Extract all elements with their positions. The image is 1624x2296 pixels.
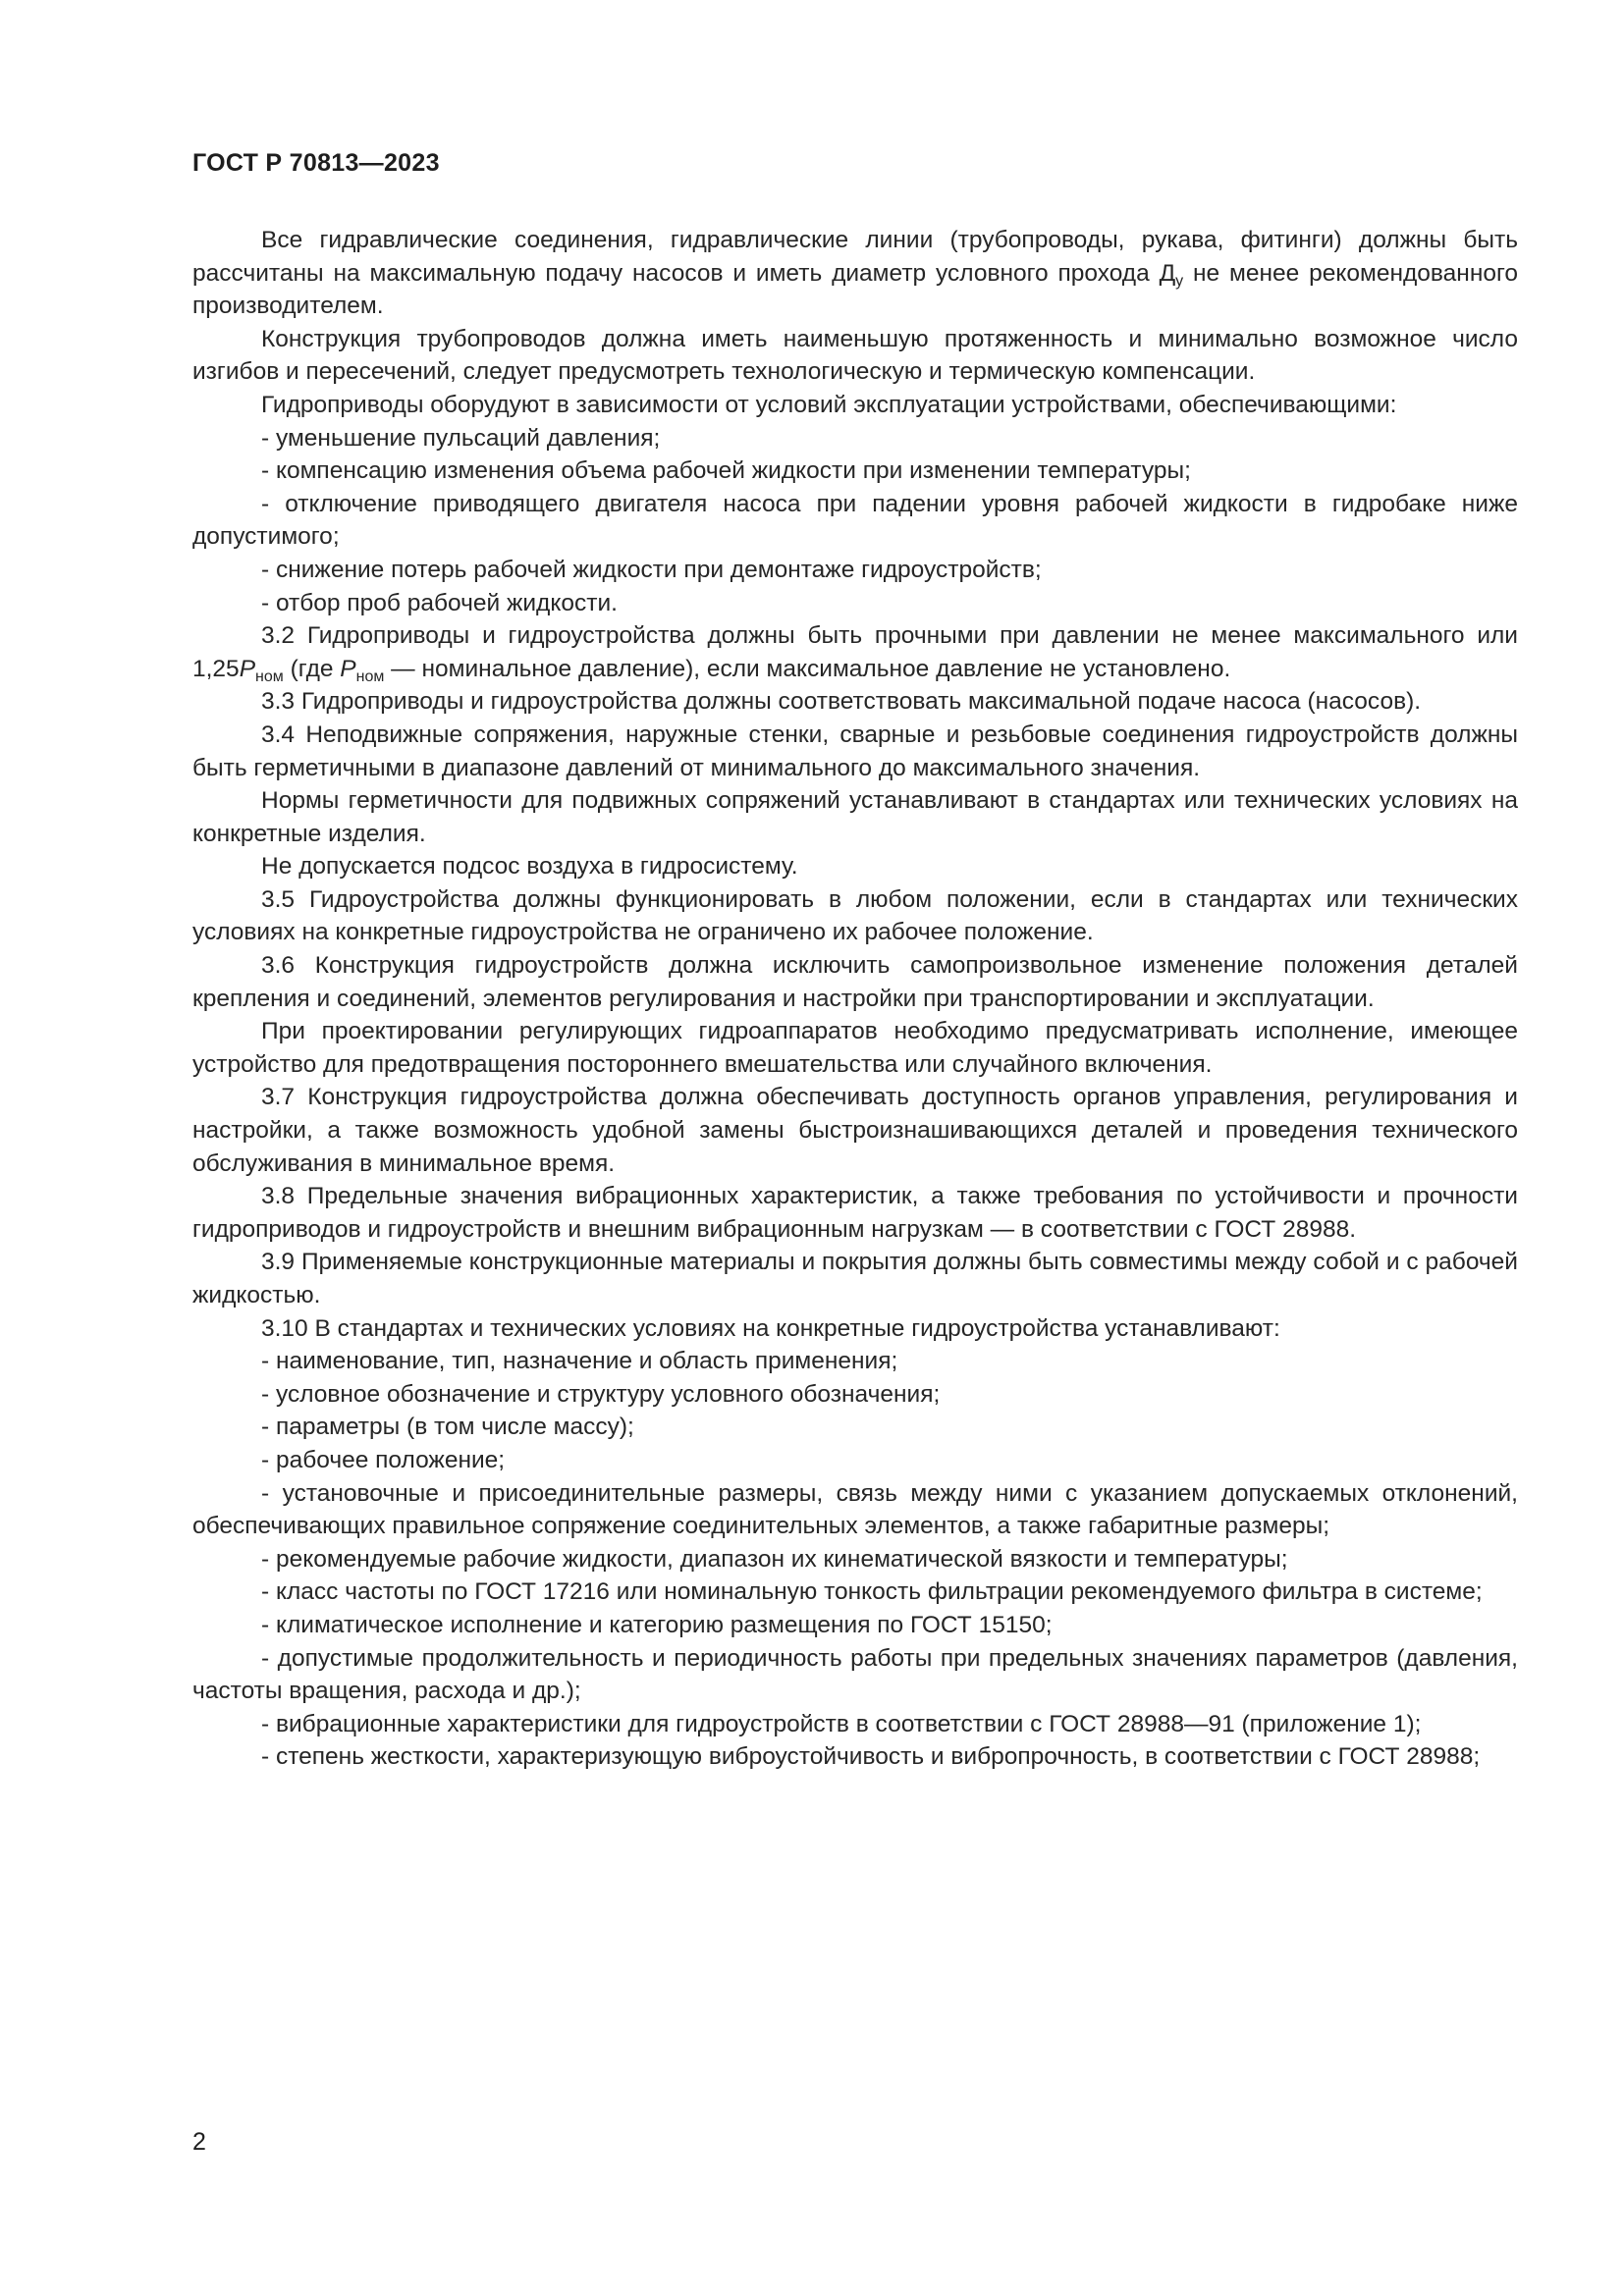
list-item: - вибрационные характеристики для гидроустройств в соответствии с ГОСТ 28988—91 (приложение 1);	[261, 1710, 1422, 1737]
page-number: 2	[192, 2128, 206, 2156]
list-item: - уменьшение пульсаций давления;	[261, 424, 661, 452]
list-item: - климатическое исполнение и категорию размещения по ГОСТ 15150;	[261, 1611, 1053, 1638]
paragraph-tightness-norms: Нормы герметичности для подвижных сопряжений устанавливают в стандартах или технических условиях на конкретные изделия.	[192, 787, 1518, 847]
list-item: - параметры (в том числе массу);	[261, 1414, 634, 1441]
list-item: - отбор проб рабочей жидкости.	[261, 589, 618, 616]
list-item: - условное обозначение и структуру условного обозначения;	[261, 1380, 941, 1408]
paragraph-regulating-devices: При проектировании регулирующих гидроаппаратов необходимо предусматривать исполнение, имеющее устройство для предотвращения постороннего вмешательства или случайного включения.	[192, 1018, 1518, 1078]
clause-3-3: 3.3 Гидроприводы и гидроустройства должны соответствовать максимальной подаче насоса (насосов).	[261, 688, 1422, 716]
paragraph-hydraulic-drives-equipment: Гидроприводы оборудуют в зависимости от условий эксплуатации устройствами, обеспечивающими:	[261, 391, 1397, 418]
list-item: - компенсацию изменения объема рабочей жидкости при изменении температуры;	[261, 457, 1191, 485]
list-item: - класс частоты по ГОСТ 17216 или номинальную тонкость фильтрации рекомендуемого фильтра в системе;	[261, 1578, 1483, 1606]
clause-3-4: 3.4 Неподвижные сопряжения, наружные стенки, сварные и резьбовые соединения гидроустройств должны быть герметичными в диапазоне давлений от минимального до максимального значения.	[192, 721, 1518, 781]
list-item: - рекомендуемые рабочие жидкости, диапазон их кинематической вязкости и температуры;	[261, 1545, 1288, 1573]
clause-3-10: 3.10 В стандартах и технических условиях на конкретные гидроустройства устанавливают:	[261, 1314, 1280, 1342]
clause-3-6: 3.6 Конструкция гидроустройств должна исключить самопроизвольное изменение положения деталей крепления и соединений, элементов регулирования и настройки при транспортировании и эксплуатации.	[192, 952, 1518, 1012]
list-item: - допустимые продолжительность и периодичность работы при предельных значениях параметров (давления, частоты вращения, расхода и др.);	[192, 1644, 1518, 1705]
list-item: - отключение приводящего двигателя насоса при падении уровня рабочей жидкости в гидробаке ниже допустимого;	[192, 490, 1518, 551]
list-item: - степень жесткости, характеризующую виброустойчивость и вибропрочность, в соответствии с ГОСТ 28988;	[261, 1743, 1481, 1771]
clause-3-5: 3.5 Гидроустройства должны функционировать в любом положении, если в стандартах или технических условиях на конкретные гидроустройства не ограничено их рабочее положение.	[192, 885, 1518, 946]
list-item: - снижение потерь рабочей жидкости при демонтаже гидроустройств;	[261, 556, 1042, 583]
paragraph-hydraulic-connections: Все гидравлические соединения, гидравлические линии (трубопроводы, рукава, фитинги) должны быть рассчитаны на максимальную подачу насосов и иметь диаметр условного прохода $Д_у$ не менее рекомендованного производителем.	[192, 227, 1518, 320]
clause-3-7: 3.7 Конструкция гидроустройства должна обеспечивать доступность органов управления, регулирования и настройки, а также возможность удобной замены быстроизнашивающихся деталей и проведения технического обслуживания в минимальное время.	[192, 1084, 1518, 1177]
document-body	[192, 224, 1518, 1774]
clause-3-9: 3.9 Применяемые конструкционные материалы и покрытия должны быть совместимы между собой и с рабочей жидкостью.	[192, 1249, 1518, 1308]
clause-3-2: 3.2 Гидроприводы и гидроустройства должны быть прочными при давлении не менее максимального или $1,25P_{ном}$ (где $P_{ном}$ — номинальное давление), если максимальное давление не установлено.	[192, 622, 1518, 685]
paragraph-pipeline-design: Конструкция трубопроводов должна иметь наименьшую протяженность и минимально возможное число изгибов и пересечений, следует предусмотреть технологическую и термическую компенсации.	[192, 325, 1518, 386]
list-item: - наименование, тип, назначение и область применения;	[261, 1348, 898, 1375]
clause-3-8: 3.8 Предельные значения вибрационных характеристик, а также требования по устойчивости и прочности гидроприводов и гидроустройств и внешним вибрационным нагрузкам — в соответствии с ГОСТ 28988.	[192, 1183, 1518, 1243]
list-item: - установочные и присоединительные размеры, связь между ними с указанием допускаемых отклонений, обеспечивающих правильное сопряжение соединительных элементов, а также габаритные размеры;	[192, 1479, 1518, 1540]
standard-designation: ГОСТ Р 70813—2023	[192, 149, 440, 177]
paragraph-air-suction: Не допускается подсос воздуха в гидросистему.	[261, 853, 798, 881]
list-item: - рабочее положение;	[261, 1446, 506, 1473]
